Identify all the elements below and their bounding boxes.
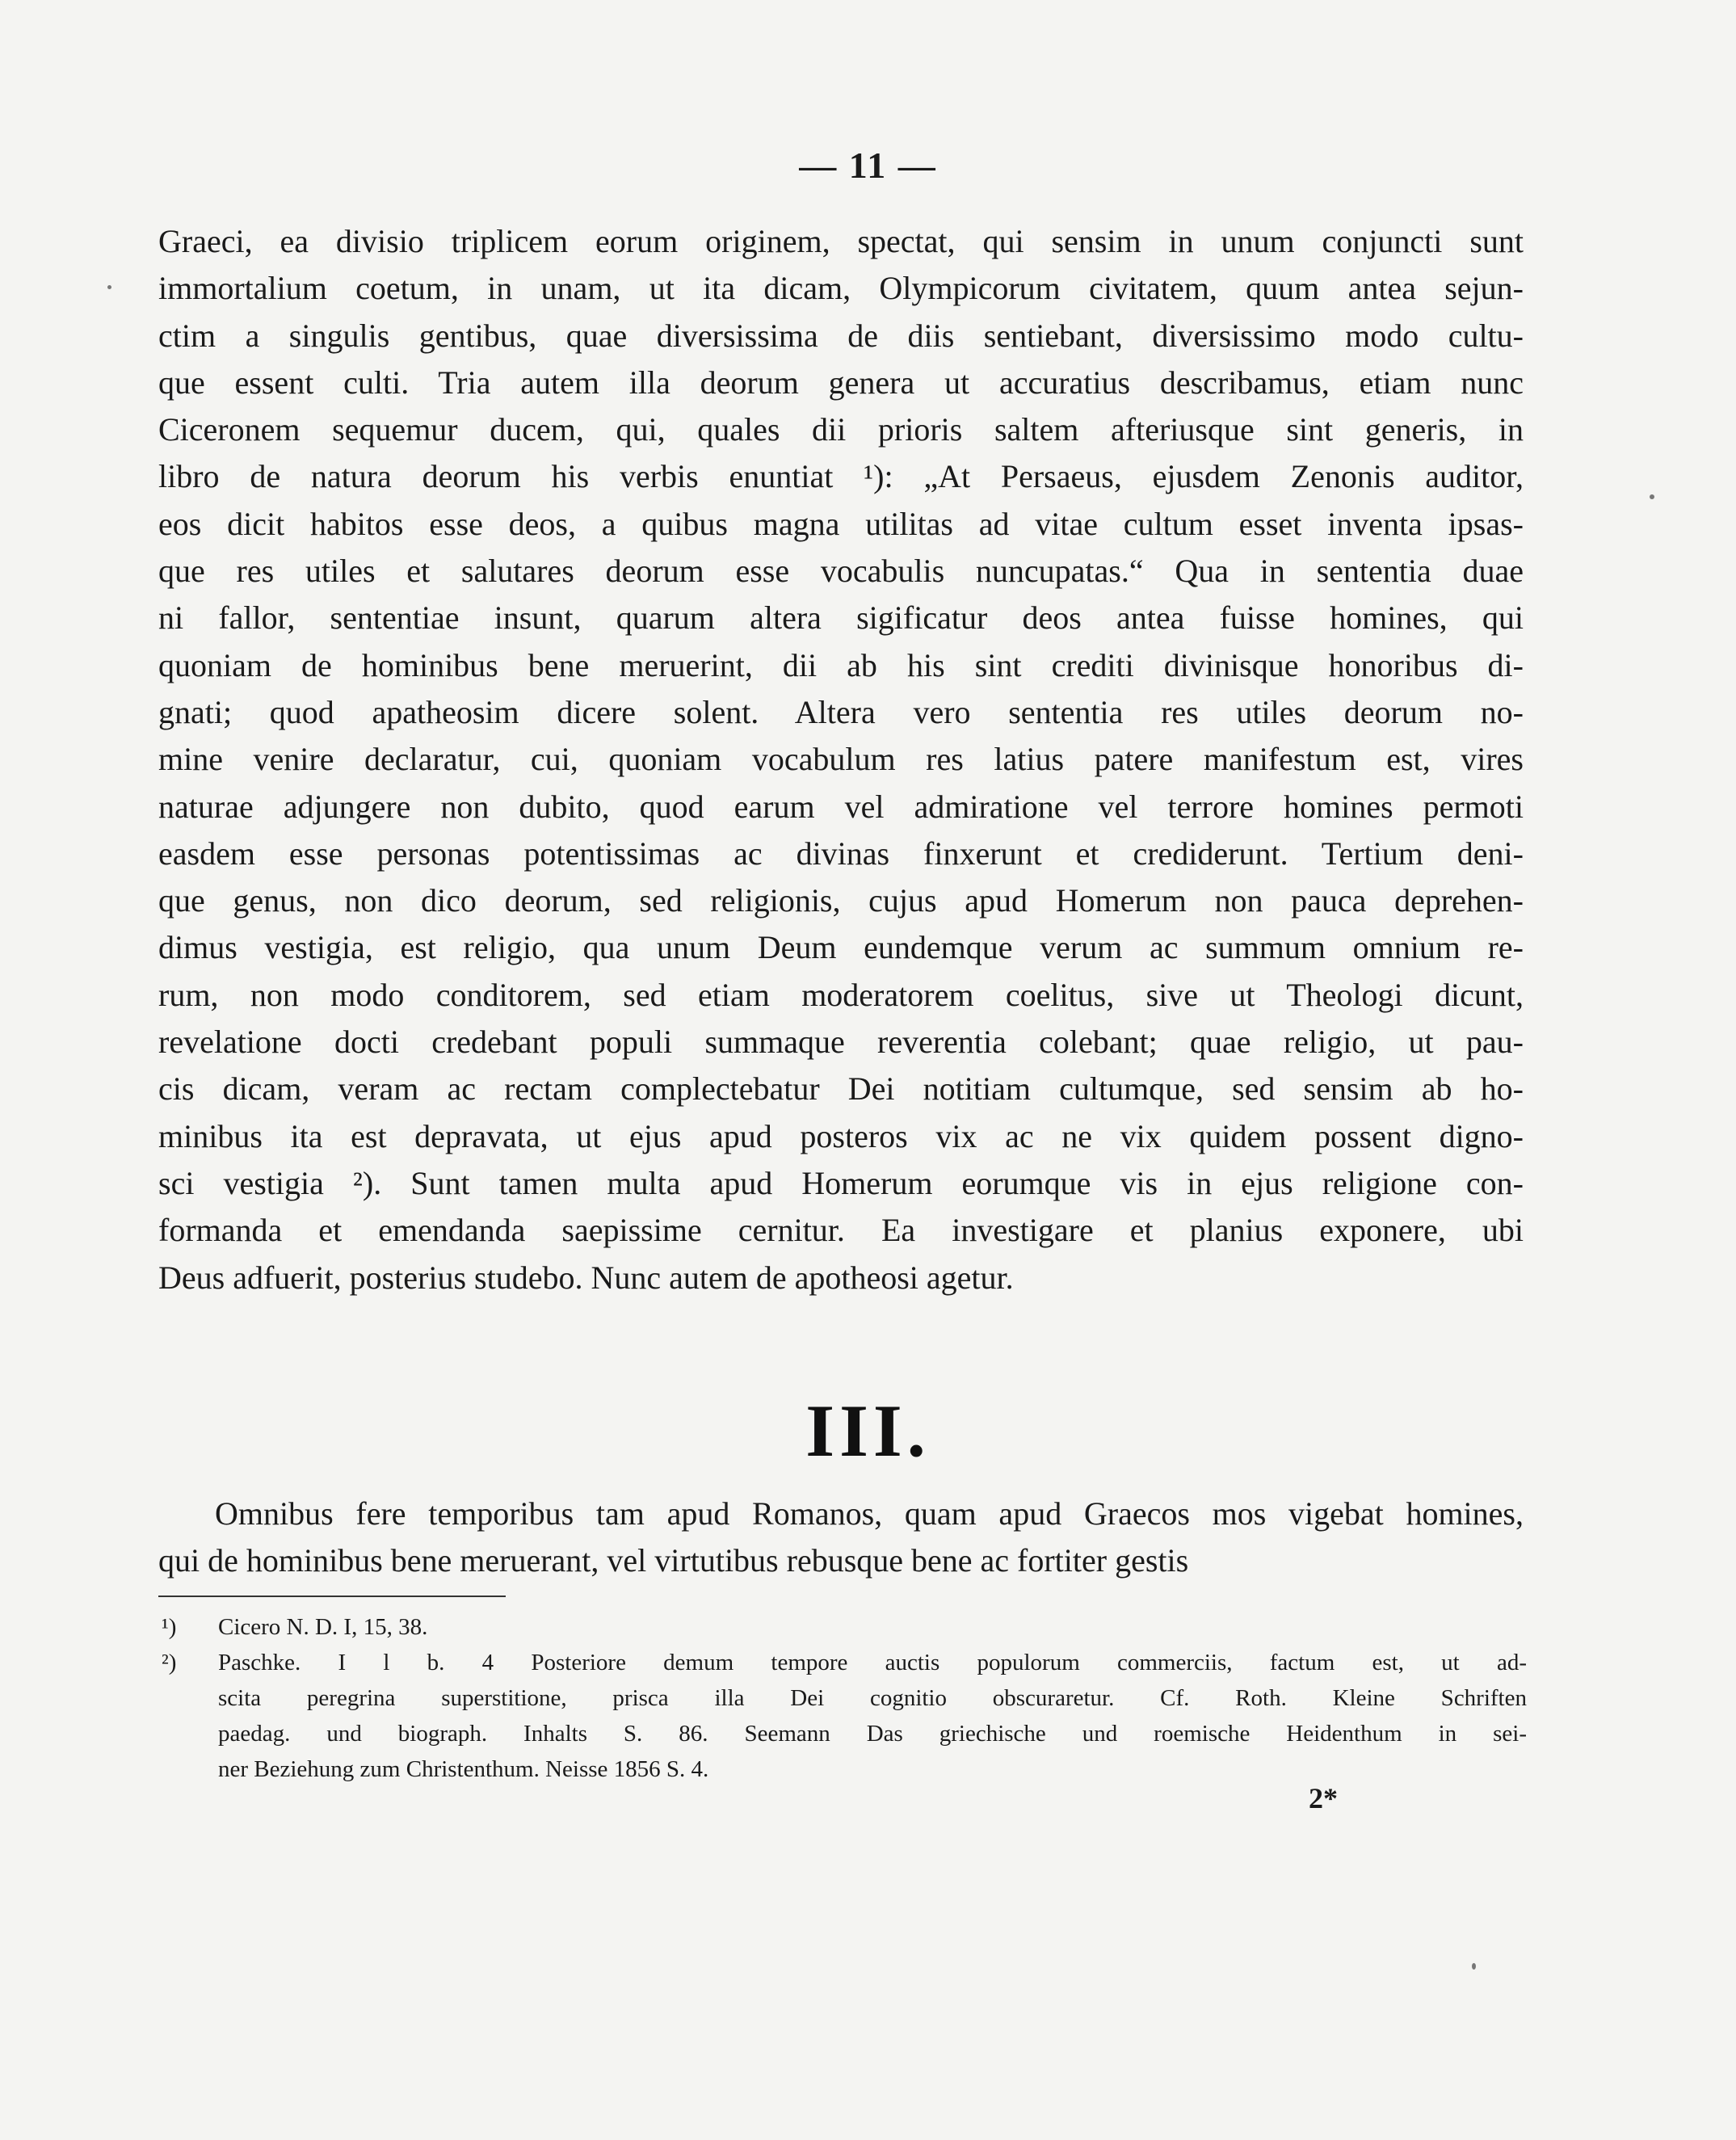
text-line: Ciceronem sequemur ducem, qui, quales dii prioris saltem afteriusque sint generis, in [158, 411, 1524, 448]
text-line: Deus adfuerit, posterius studebo. Nunc autem de apotheosi agetur. [158, 1259, 1014, 1296]
section-heading: III. [805, 1390, 931, 1472]
footnote-marker: ²) [162, 1650, 177, 1675]
text-line: dimus vestigia, est religio, qua unum Deum eundemque verum ac summum omnium re- [158, 929, 1524, 966]
body-text [158, 218, 1524, 1301]
footnote-rule [158, 1596, 506, 1597]
text-line: libro de natura deorum his verbis enuntiat ¹): „At Persaeus, ejusdem Zenonis auditor, [158, 458, 1524, 495]
text-line: quoniam de hominibus bene meruerint, dii ab his sint crediti divinisque honoribus di- [158, 646, 1524, 683]
text-line: naturae adjungere non dubito, quod earum vel admiratione vel terrore homines permoti [158, 788, 1524, 825]
text-line: Omnibus fere temporibus tam apud Romanos, quam apud Graecos mos vigebat homines, [215, 1495, 1524, 1532]
paper-speck [107, 285, 111, 289]
text-line: que res utiles et salutares deorum esse vocabulis nuncupatas.“ Qua in sententia duae [158, 553, 1524, 590]
text-line: ctim a singulis gentibus, quae diversissima de diis sentiebant, diversissimo modo cultu- [158, 317, 1524, 354]
footnote-line [162, 1645, 1527, 1680]
signature-mark: 2* [1309, 1782, 1338, 1814]
section-text [158, 1490, 1524, 1585]
footnote-text: ner Beziehung zum Christenthum. Neisse 1856 S. 4. [218, 1756, 709, 1782]
text-line: mine venire declaratur, cui, quoniam vocabulum res latius patere manifestum est, vires [158, 741, 1524, 778]
text-line: gnati; quod apatheosim dicere solent. Altera vero sententia res utiles deorum no- [158, 693, 1524, 730]
text-line: revelatione docti credebant populi summaque reverentia colebant; quae religio, ut pau- [158, 1024, 1524, 1061]
text-line: que essent culti. Tria autem illa deorum genera ut accuratius describamus, etiam nunc [158, 364, 1524, 401]
footnote-text: Cicero N. D. I, 15, 38. [218, 1614, 428, 1640]
text-line: formanda et emendanda saepissime cernitur. Ea investigare et planius exponere, ubi [158, 1212, 1524, 1249]
text-line: que genus, non dico deorum, sed religionis, cujus apud Homerum non pauca deprehen- [158, 882, 1524, 919]
text-line: qui de hominibus bene meruerant, vel virtutibus rebusque bene ac fortiter gestis [158, 1542, 1189, 1579]
text-line: immortalium coetum, in unam, ut ita dicam, Olympicorum civitatem, quum antea sejun- [158, 270, 1524, 307]
text-line: rum, non modo conditorem, sed etiam moderatorem coelitus, sive ut Theologi dicunt, [158, 976, 1524, 1013]
page-number: — 11 — [799, 145, 937, 186]
text-line: eos dicit habitos esse deos, a quibus magna utilitas ad vitae cultum esset inventa ipsas- [158, 505, 1524, 542]
footnote-line [162, 1716, 1527, 1751]
text-line: sci vestigia ²). Sunt tamen multa apud Homerum eorumque vis in ejus religione con- [158, 1164, 1524, 1201]
paper-speck [1472, 1963, 1476, 1970]
text-line: easdem esse personas potentissimas ac divinas finxerunt et crediderunt. Tertium deni- [158, 835, 1524, 872]
text-line: cis dicam, veram ac rectam complectebatur Dei notitiam cultumque, sed sensim ab ho- [158, 1070, 1524, 1108]
text-line: minibus ita est depravata, ut ejus apud posteros vix ac ne vix quidem possent digno- [158, 1117, 1524, 1154]
footnote-text: scita peregrina superstitione, prisca illa Dei cognitio obscuraretur. Cf. Roth. Kleine Schriften [218, 1685, 1527, 1711]
footnotes [162, 1609, 1527, 1787]
footnote-marker: ¹) [162, 1614, 177, 1640]
text-line: Graeci, ea divisio triplicem eorum originem, spectat, qui sensim in unum conjuncti sunt [158, 223, 1524, 259]
paper-speck [1650, 494, 1654, 499]
text-line: ni fallor, sententiae insunt, quarum altera sigificatur deos antea fuisse homines, qui [158, 599, 1524, 637]
footnote-line [162, 1680, 1527, 1716]
footnote-text: Paschke. I l b. 4 Posteriore demum tempore auctis populorum commerciis, factum est, ut ad- [218, 1650, 1527, 1675]
footnote-text: paedag. und biograph. Inhalts S. 86. Seemann Das griechische und roemische Heidenthum in sei- [218, 1721, 1527, 1747]
footnote-line [162, 1609, 1527, 1645]
